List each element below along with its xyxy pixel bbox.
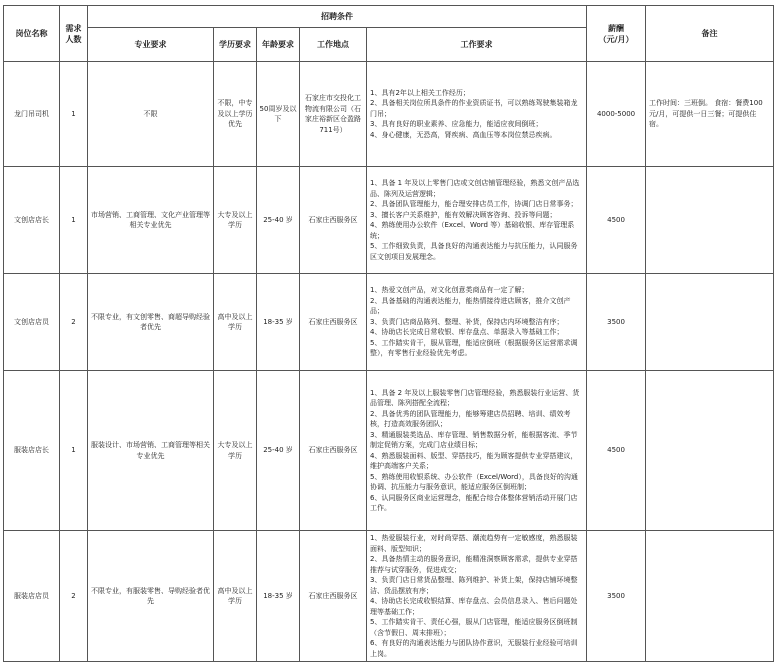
remark-line: 食宿：餐费100元/月，可提供一日三餐；可提供住宿。 [649,99,763,129]
duties-cell [367,531,587,662]
header-salary-unit: （元/月） [598,34,634,44]
age-cell: 25-40 岁 [257,167,300,274]
header-conditions: 招聘条件 [88,6,587,28]
duty-line: 3、负责门店日常货品整理、陈列维护、补货上架，保持店铺环境整洁、货品摆放有序； [370,576,578,595]
remark-line: 工作时间：三班倒。 [649,99,713,108]
education-cell: 大专及以上学历 [214,167,257,274]
duties-cell [367,371,587,531]
table-row [4,531,774,662]
age-cell: 25-40 岁 [257,371,300,531]
duty-line: 5、工作踏实肯干，服从管理，能适应倒班（根据服务区运营需求调整），有零售行业经验优先考虑。 [370,338,578,358]
location-cell: 石家庄西服务区 [300,167,367,274]
headcount-cell: 1 [60,371,88,531]
location-cell: 石家庄西服务区 [300,371,367,531]
duty-line: 6、认同服务区商业运营理念，能配合综合体整体营销活动开展门店工作。 [370,493,578,512]
duty-line: 1、热爱服装行业，对时尚穿搭、潮流趋势有一定敏感度，熟悉服装面料、版型知识； [370,534,578,553]
duty-line: 1、具有2年以上相关工作经历； [370,88,470,97]
duties-cell [367,167,587,274]
major-cell: 不限专业，有文创零售、商超导购经验者优先 [88,274,214,371]
duties-cell [367,274,587,371]
major-cell: 不限 [88,62,214,167]
duty-line: 5、工作细致负责，具备良好的沟通表达能力与抗压能力，认同服务区文创项目发展理念。 [370,242,578,261]
position-cell: 服装店店员 [4,531,60,662]
duties-cell [367,62,587,167]
duty-line: 5、工作踏实肯干、责任心强，服从门店管理，能适应服务区倒班制（含节假日、周末排班）； [370,618,578,637]
duty-line: 3、精通服装类选品、库存管理、销售数据分析，能根据客流、季节制定促销方案，完成门店业绩目标； [370,430,578,449]
header-remarks: 备注 [646,6,774,62]
duty-line: 5、熟练使用收银系统、办公软件（Excel/Word），具备良好的沟通协调、抗压能力与服务意识，能适应服务区倒班制； [370,472,578,491]
duty-line: 3、擅长客户关系维护，能有效解决顾客咨询、投诉等问题； [370,210,557,219]
remarks-cell [646,167,774,274]
duty-line: 4、身心健康，无恐高，肾疾病、高血压等本岗位禁忌疾病。 [370,130,557,139]
duty-line: 4、协助店长完成日常收银、库存盘点、单据录入等基础工作； [370,328,564,337]
salary-cell: 3500 [587,274,646,371]
duty-line: 4、协助店长完成收银结算、库存盘点、会员信息录入、售后问题处理等基础工作； [370,597,578,616]
salary-cell: 4500 [587,167,646,274]
position-cell: 服装店店长 [4,371,60,531]
headcount-cell: 1 [60,167,88,274]
header-location: 工作地点 [300,28,367,62]
major-cell: 服装设计、市场营销、工商管理等相关专业优先 [88,371,214,531]
duty-line: 2、具备基础的沟通表达能力，能热情接待进店顾客，推介文创产品； [370,296,571,316]
duty-line: 2、具备优秀的团队管理能力，能够筹建店员招聘、培训、绩效考核，打造高效服务团队； [370,409,571,428]
headcount-cell: 2 [60,531,88,662]
age-cell: 50周岁及以下 [257,62,300,167]
duty-line: 6、有良好的沟通表达能力与团队协作意识，无服装行业经验可培训上岗。 [370,639,578,658]
position-cell: 龙门吊司机 [4,62,60,167]
education-cell: 高中及以上学历 [214,531,257,662]
salary-cell: 3500 [587,531,646,662]
header-major: 专业要求 [88,28,214,62]
header-position: 岗位名称 [4,6,60,62]
duty-line: 4、熟悉服装面料、版型、穿搭技巧，能为顾客提供专业穿搭建议，维护高端客户关系； [370,451,578,470]
table-row [4,274,774,371]
headcount-cell: 1 [60,62,88,167]
table-row [4,62,774,167]
position-cell: 文创店店员 [4,274,60,371]
age-cell: 18-35 岁 [257,274,300,371]
remarks-cell [646,371,774,531]
education-cell: 不限，中专及以上学历优先 [214,62,257,167]
duty-line: 3、负责门店商品陈列、整理、补货，保持店内环境整洁有序； [370,317,564,326]
header-education: 学历要求 [214,28,257,62]
location-cell: 石家庄市交投化工物流有限公司（石家庄裕新区仓盈路711号） [300,62,367,167]
duty-line: 1、热爱文创产品，对文化创意类商品有一定了解； [370,286,529,295]
remarks-cell [646,531,774,662]
recruitment-table-container [3,5,774,662]
major-cell: 市场营销、工商管理、文化产业管理等相关专业优先 [88,167,214,274]
duty-line: 4、熟练使用办公软件（Excel、Word 等）基础收银、库存管理系统； [370,221,575,240]
education-cell: 高中及以上学历 [214,274,257,371]
position-cell: 文创店店长 [4,167,60,274]
location-cell: 石家庄西服务区 [300,531,367,662]
major-cell: 不限专业，有服装零售、导购经验者优先 [88,531,214,662]
duty-line: 3、具有良好的职业素养、应急能力，能适应夜间倒班； [370,120,543,129]
table-body [4,62,774,662]
duty-line: 1、具备 2 年及以上服装零售门店管理经验，熟悉服装行业运营、货品管理、陈列搭配全流程； [370,388,580,407]
header-headcount: 需求人数 [60,6,88,62]
salary-cell: 4500 [587,371,646,531]
header-salary [587,6,646,62]
header-duties: 工作要求 [367,28,587,62]
remarks-cell [646,62,774,167]
recruitment-table [3,5,774,662]
location-cell: 石家庄西服务区 [300,274,367,371]
duty-line: 2、具备相关岗位所具条件的作业资质证书，可以熟练驾驶集装箱龙门吊； [370,99,578,118]
table-row [4,371,774,531]
headcount-cell: 2 [60,274,88,371]
header-salary-label: 薪酬 [608,23,625,33]
education-cell: 大专及以上学历 [214,371,257,531]
duty-line: 2、具备团队管理能力，能合理安排店员工作，协调门店日常事务； [370,200,578,208]
duty-line: 2、具备热情主动的服务意识，能精准洞察顾客需求，提供专业穿搭推荐与试穿服务，促进成交； [370,555,578,574]
remarks-cell [646,274,774,371]
duty-line: 1、具备 1 年及以上零售门店或文创店铺管理经验，熟悉文创产品选品、陈列及运营逻辑； [370,179,580,198]
salary-cell: 4000-5000 [587,62,646,167]
header-age: 年龄要求 [257,28,300,62]
table-row [4,167,774,274]
age-cell: 18-35 岁 [257,531,300,662]
